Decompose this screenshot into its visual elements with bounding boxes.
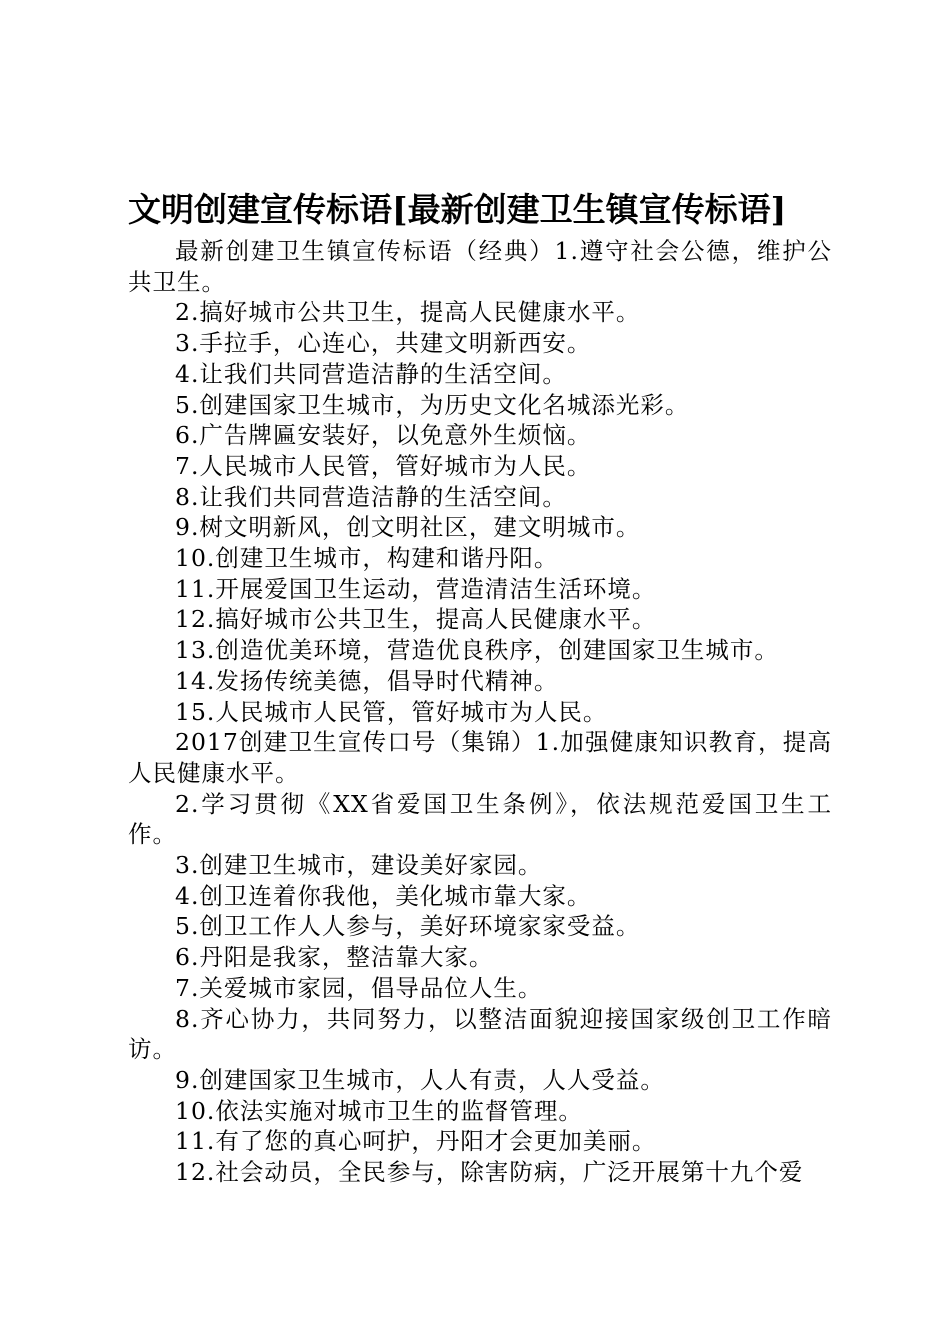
paragraph: 2017创建卫生宣传口号（集锦）1.加强健康知识教育，提高人民健康水平。 [128,728,832,787]
paragraph: 15.人民城市人民管，管好城市为人民。 [175,697,608,726]
paragraph: 4.让我们共同营造洁静的生活空间。 [175,359,567,388]
paragraph: 5.创建国家卫生城市，为历史文化名城添光彩。 [175,390,690,419]
paragraph: 12.搞好城市公共卫生，提高人民健康水平。 [175,605,657,634]
paragraph: 13.创造优美环境，营造优良秩序，创建国家卫生城市。 [175,636,779,665]
paragraph: 9.树文明新风，创文明社区，建文明城市。 [175,513,641,542]
paragraph: 10.依法实施对城市卫生的监督管理。 [175,1096,583,1125]
paragraph: 3.创建卫生城市，建设美好家园。 [175,851,543,880]
document-title: 文明创建宣传标语[最新创建卫生镇宣传标语] [128,190,787,229]
document-page [128,190,832,1188]
paragraph: 12.社会动员，全民参与，除害防病，广泛开展第十九个爱 [175,1158,804,1187]
paragraph: 2.搞好城市公共卫生，提高人民健康水平。 [175,298,641,327]
paragraph: 8.让我们共同营造洁静的生活空间。 [175,482,567,511]
paragraph: 最新创建卫生镇宣传标语（经典）1.遵守社会公德，维护公共卫生。 [128,237,832,296]
paragraph: 8.齐心协力，共同努力，以整洁面貌迎接国家级创卫工作暗访。 [128,1004,832,1064]
paragraph: 4.创卫连着你我他，美化城市靠大家。 [175,881,592,910]
paragraph: 6.广告牌匾安装好，以免意外生烦恼。 [175,421,592,450]
paragraph: 7.关爱城市家园，倡导品位人生。 [175,973,543,1002]
document-body [128,236,832,1188]
paragraph: 11.开展爱国卫生运动，营造清洁生活环境。 [175,574,657,603]
paragraph: 10.创建卫生城市，构建和谐丹阳。 [175,544,559,573]
paragraph: 3.手拉手，心连心，共建文明新西安。 [175,329,592,358]
paragraph: 14.发扬传统美德，倡导时代精神。 [175,666,559,695]
paragraph: 11.有了您的真心呵护，丹阳才会更加美丽。 [175,1127,657,1156]
paragraph: 7.人民城市人民管，管好城市为人民。 [175,451,592,480]
paragraph: 6.丹阳是我家，整洁靠大家。 [175,943,494,972]
paragraph: 9.创建国家卫生城市，人人有责，人人受益。 [175,1065,665,1094]
paragraph: 5.创卫工作人人参与，美好环境家家受益。 [175,912,641,941]
paragraph: 2.学习贯彻《XX省爱国卫生条例》，依法规范爱国卫生工作。 [128,789,832,849]
